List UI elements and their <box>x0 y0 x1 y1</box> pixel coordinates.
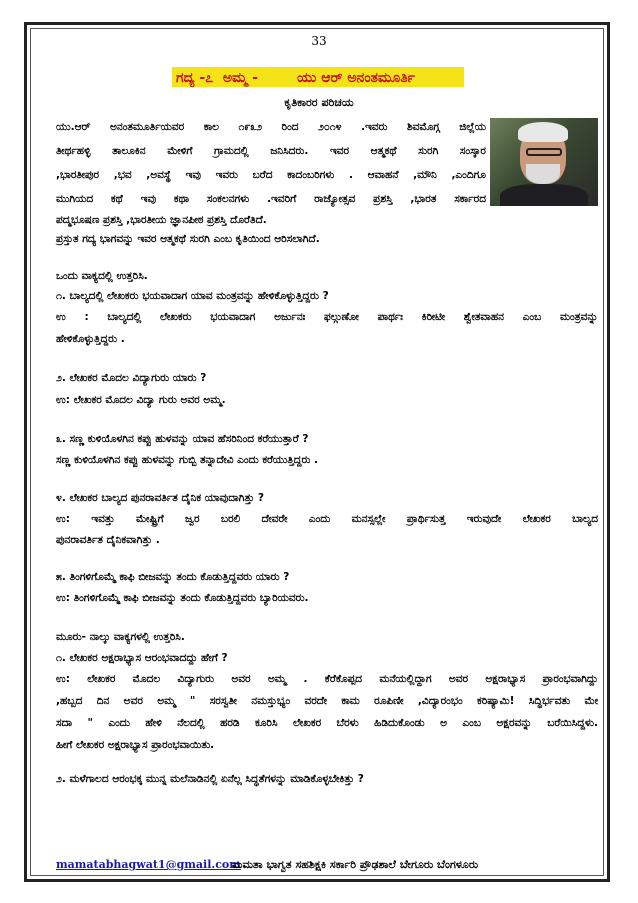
answer-line: ,ಹಬ್ಬದ ದಿನ ಅವರ ಅಮ್ಮ " ಸರಸ್ವತೀ ನಮಸ್ತುಭ್ಯಂ ವರದೇ ಕಾಮ ರೂಪಿಣೀ ,ವಿದ್ಯಾರಂಭಂ ಕರಿಷ್ಯಾಮಿ! ಸಿದ್ಧಿರ್ಭವತು ಮೇ <box>56 695 598 707</box>
intro-line: ಪದ್ಮಭೂಷಣ ಪ್ರಶಸ್ತಿ ,ಭಾರತೀಯ ಜ್ಞಾನಪೀಠ ಪ್ರಶಸ್ತಿ ದೊರೆತಿದೆ. <box>56 214 267 226</box>
question: ೧. ಲೇಖಕರ ಅಕ್ಷರಾಭ್ಯಾಸ ಆರಂಭವಾದದ್ದು ಹೇಗೆ ? <box>56 652 228 664</box>
question: ೪. ಲೇಖಕರ ಬಾಲ್ಯದ ಪುನರಾವರ್ತಿತ ದೈನಿಕ ಯಾವುದಾಗಿತ್ತು ? <box>56 492 265 504</box>
intro-line: ಯು.ಆರ್ ಅನಂತಮೂರ್ತಿಯವರ ಕಾಲ ೧೯೩೨ ರಿಂದ ೨೦೧೪ .ಇವರು ಶಿವಮೊಗ್ಗ ಜಿಲ್ಲೆಯ <box>56 121 486 133</box>
question: ೫. ತಿಂಗಳಿಗೊಮ್ಮೆ ಕಾಫಿ ಬೀಜವನ್ನು ತಂದು ಕೊಡುತ್ತಿದ್ದವರು ಯಾರು ? <box>56 571 290 583</box>
answer-line: ಉ: ತಿಂಗಳಿಗೊಮ್ಮೆ ಕಾಫಿ ಬೀಜವನ್ನು ತಂದು ಕೊಡುತ್ತಿದ್ದವರು ಬ್ಯಾರಿಯವರು. <box>56 592 309 604</box>
answer-line: ಉ: ಇವತ್ತು ಮೇಷ್ಟ್ರಿಗೆ ಜ್ವರ ಬರಲಿ ದೇವರೇ ಎಂದು ಮನಸ್ಸಲ್ಲೇ ಪ್ರಾರ್ಥಿಸುತ್ತ ಇರುವುದೇ ಲೇಖಕರ ಬಾಲ್ಯದ <box>56 513 598 525</box>
author-intro-heading: ಕೃತಿಕಾರರ ಪರಿಚಯ <box>284 96 354 109</box>
question: ೩. ಸಣ್ಣ ಕುಳಿಯೊಳಗಿನ ಕಪ್ಪು ಹುಳವನ್ನು ಯಾವ ಹೆಸರಿನಿಂದ ಕರೆಯುತ್ತಾರೆ ? <box>56 433 309 445</box>
intro-line: ಪ್ರಸ್ತುತ ಗದ್ಯ ಭಾಗವನ್ನು ಇವರ ಆತ್ಮಕಥೆ ಸುರಗಿ ಎಂಬ ಕೃತಿಯಿಂದ ಆರಿಸಲಾಗಿದೆ. <box>56 233 320 245</box>
section-heading: ಒಂದು ವಾಕ್ಯದಲ್ಲಿ ಉತ್ತರಿಸಿ. <box>56 270 148 282</box>
page-number: 33 <box>311 34 327 48</box>
question: ೧. ಬಾಲ್ಯದಲ್ಲಿ ಲೇಖಕರು ಭಯವಾದಾಗ ಯಾವ ಮಂತ್ರವನ್ನು ಹೇಳಿಕೊಳ್ಳುತ್ತಿದ್ದರು ? <box>56 290 329 302</box>
answer-line: ಉ: ಲೇಖಕರ ಮೊದಲ ವಿದ್ಯಾ ಗುರು ಅವರ ಅಮ್ಮ. <box>56 394 226 406</box>
lesson-title: ಗದ್ಯ -೭ ಅಮ್ಮ - ಯು ಆರ್ ಅನಂತಮೂರ್ತಿ <box>176 70 415 86</box>
answer-line: ಉ: ಲೇಖಕರ ಮೊದಲ ವಿದ್ಯಾಗುರು ಅವರ ಅಮ್ಮ . ಕೆರೆಕೊಪ್ಪದ ಮನೆಯಲ್ಲಿದ್ದಾಗ ಅವರ ಅಕ್ಷರಾಭ್ಯಾಸ ಪ್ರಾರಂಭವಾಗಿದ್ದು <box>56 673 598 685</box>
answer-line: ಸಣ್ಣ ಕುಳಿಯೊಳಗಿನ ಕಪ್ಪು ಹುಳವನ್ನು ಗುಬ್ಬಿ ತನ್ನಾದೇವಿ ಎಂದು ಕರೆಯುತ್ತಿದ್ದರು . <box>56 454 319 466</box>
author-photo <box>490 118 598 206</box>
section-heading: ಮೂರು- ನಾಲ್ಕು ವಾಕ್ಯಗಳಲ್ಲಿ ಉತ್ತರಿಸಿ. <box>56 631 185 643</box>
intro-line: ,ಭಾರತೀಪುರ ,ಭವ ,ಅವಸ್ಥೆ ಇವು ಇವರು ಬರೆದ ಕಾದಂಬರಿಗಳು . ಆವಾಹನೆ ,ಮೌನಿ ,ಎಂದಿಗೂ <box>56 169 486 181</box>
answer-line: ಪುನರಾವರ್ತಿತ ದೈನಿಕವಾಗಿತ್ತು . <box>56 534 160 546</box>
answer-line: ಹೀಗೆ ಲೇಖಕರ ಅಕ್ಷರಾಭ್ಯಾಸ ಪ್ರಾರಂಭವಾಯಿತು. <box>56 739 215 751</box>
footer-author-school: ಮಮತಾ ಭಾಗ್ವತ ಸಹಶಿಕ್ಷಕಿ ಸರ್ಕಾರಿ ಪ್ರೌಢಶಾಲೆ ಬೇಗೂರು ಬೆಂಗಳೂರು <box>232 858 479 871</box>
intro-line: ಮುಗಿಯದ ಕಥೆ ಇವು ಕಥಾ ಸಂಕಲನಗಳು .ಇವರಿಗೆ ರಾಜ್ಯೋತ್ಸವ ಪ್ರಶಸ್ತಿ ,ಭಾರತ ಸರ್ಕಾರದ <box>56 193 486 205</box>
intro-line: ತೀರ್ಥಹಳ್ಳಿ ತಾಲೂಕಿನ ಮೇಳಿಗೆ ಗ್ರಾಮದಲ್ಲಿ ಜನಿಸಿದರು. ಇವರ ಆತ್ಮಕಥೆ ಸುರಗಿ ಸಂಸ್ಕಾರ <box>56 145 486 157</box>
question: ೨. ಲೇಖಕರ ಮೊದಲ ವಿದ್ಯಾಗುರು ಯಾರು ? <box>56 372 207 384</box>
answer-line: ಹೇಳಿಕೊಳ್ಳುತ್ತಿದ್ದರು . <box>56 333 125 345</box>
footer-email-link[interactable]: mamatabhagwat1@gmail.com <box>56 858 241 871</box>
answer-line: ಉ : ಬಾಲ್ಯದಲ್ಲಿ ಲೇಖಕರು ಭಯವಾದಾಗ ಅರ್ಜುನಃ ಫಲ್ಗುಣೋ ಪಾರ್ಥಃ ಕಿರೀಟೀ ಶ್ವೇತವಾಹನ ಎಂಬ ಮಂತ್ರವನ್ನು <box>56 311 598 323</box>
answer-line: ಸದಾ " ಎಂದು ಹೇಳಿ ನೆಲದಲ್ಲಿ ಹರಡಿ ಕೂರಿಸಿ ಲೇಖಕರ ಬೆರಳು ಹಿಡಿದುಕೊಂಡು ಅ ಎಂಬ ಅಕ್ಷರವನ್ನು ಬರೆಯಿಸಿದ್ದಳು. <box>56 717 598 729</box>
question: ೨. ಮಳೆಗಾಲದ ಆರಂಭಕ್ಕ ಮುನ್ನ ಮಲೆನಾಡಿನಲ್ಲಿ ಏನೆಲ್ಲ ಸಿದ್ಧತೆಗಳನ್ನು ಮಾಡಿಕೊಳ್ಳಬೇಕಿತ್ತು ? <box>56 773 364 785</box>
